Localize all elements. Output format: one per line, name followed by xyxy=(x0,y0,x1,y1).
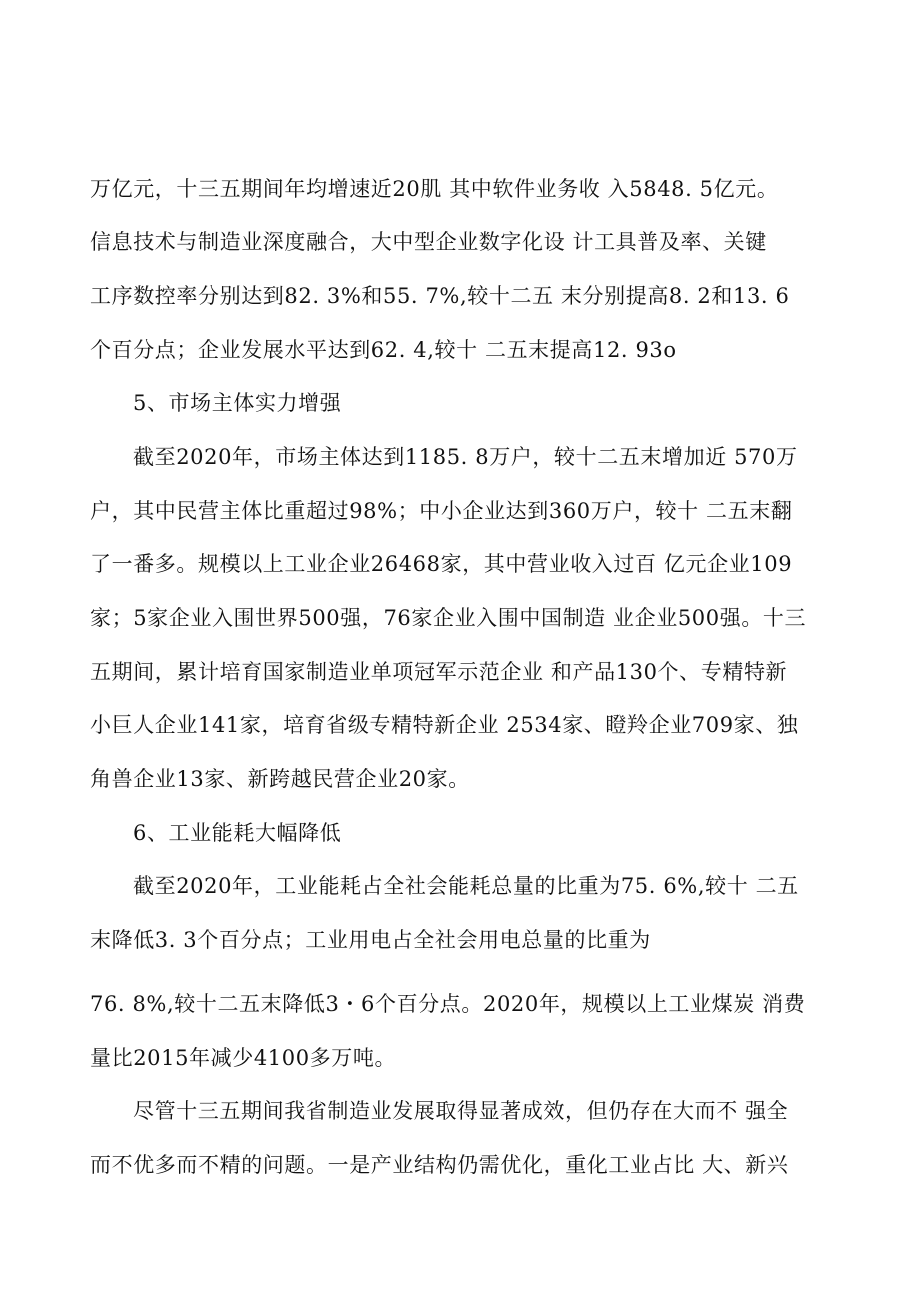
text-line: 五期间，累计培育国家制造业单项冠军示范企业 和产品130个、专精特新 xyxy=(90,660,788,684)
text-line: 小巨人企业141家，培育省级专精特新企业 2534家、瞪羚企业709家、独 xyxy=(90,713,799,737)
text-line: 户，其中民营主体比重超过98%；中小企业达到360万户，较十 二五末翻 xyxy=(90,499,793,523)
text-line: 了一番多。规模以上工业企业26468家，其中营业收入过百 亿元企业109 xyxy=(90,552,793,576)
text-line: 工序数控率分别达到82. 3%和55. 7%,较十二五 末分别提高8. 2和13. 6 xyxy=(90,284,790,308)
paragraph-first-line: 尽管十三五期间我省制造业发展取得显著成效，但仍存在大而不 强全 xyxy=(133,1099,789,1123)
text-line: 万亿元，十三五期间年均增速近20肌 其中软件业务收 入5848. 5亿元。 xyxy=(90,177,779,201)
paragraph-first-line: 截至2020年，市场主体达到1185. 8万户，较十二五末增加近 570万 xyxy=(133,445,798,469)
section-heading: 5、市场主体实力增强 xyxy=(133,391,342,415)
text-line: 个百分点；企业发展水平达到62. 4,较十 二五末提高12. 93o xyxy=(90,338,677,362)
text-line: 信息技术与制造业深度融合，大中型企业数字化设 计工具普及率、关键 xyxy=(90,230,767,254)
text-line: 而不优多而不精的问题。一是产业结构仍需优化，重化工业占比 大、新兴 xyxy=(90,1153,789,1177)
text-line: 76. 8%,较十二五末降低3・6个百分点。2020年，规模以上工业煤炭 消费 xyxy=(90,992,806,1016)
text-line: 家；5家企业入围世界500强，76家企业入围中国制造 业企业500强。十三 xyxy=(90,606,807,630)
text-line: 角兽企业13家、新跨越民营企业20家。 xyxy=(90,767,470,791)
section-heading: 6、工业能耗大幅降低 xyxy=(133,821,342,845)
paragraph-first-line: 截至2020年，工业能耗占全社会能耗总量的比重为75. 6%,较十 二五 xyxy=(133,874,799,898)
text-line: 末降低3. 3个百分点；工业用电占全社会用电总量的比重为 xyxy=(90,928,651,952)
text-line: 量比2015年减少4100多万吨。 xyxy=(90,1046,397,1070)
